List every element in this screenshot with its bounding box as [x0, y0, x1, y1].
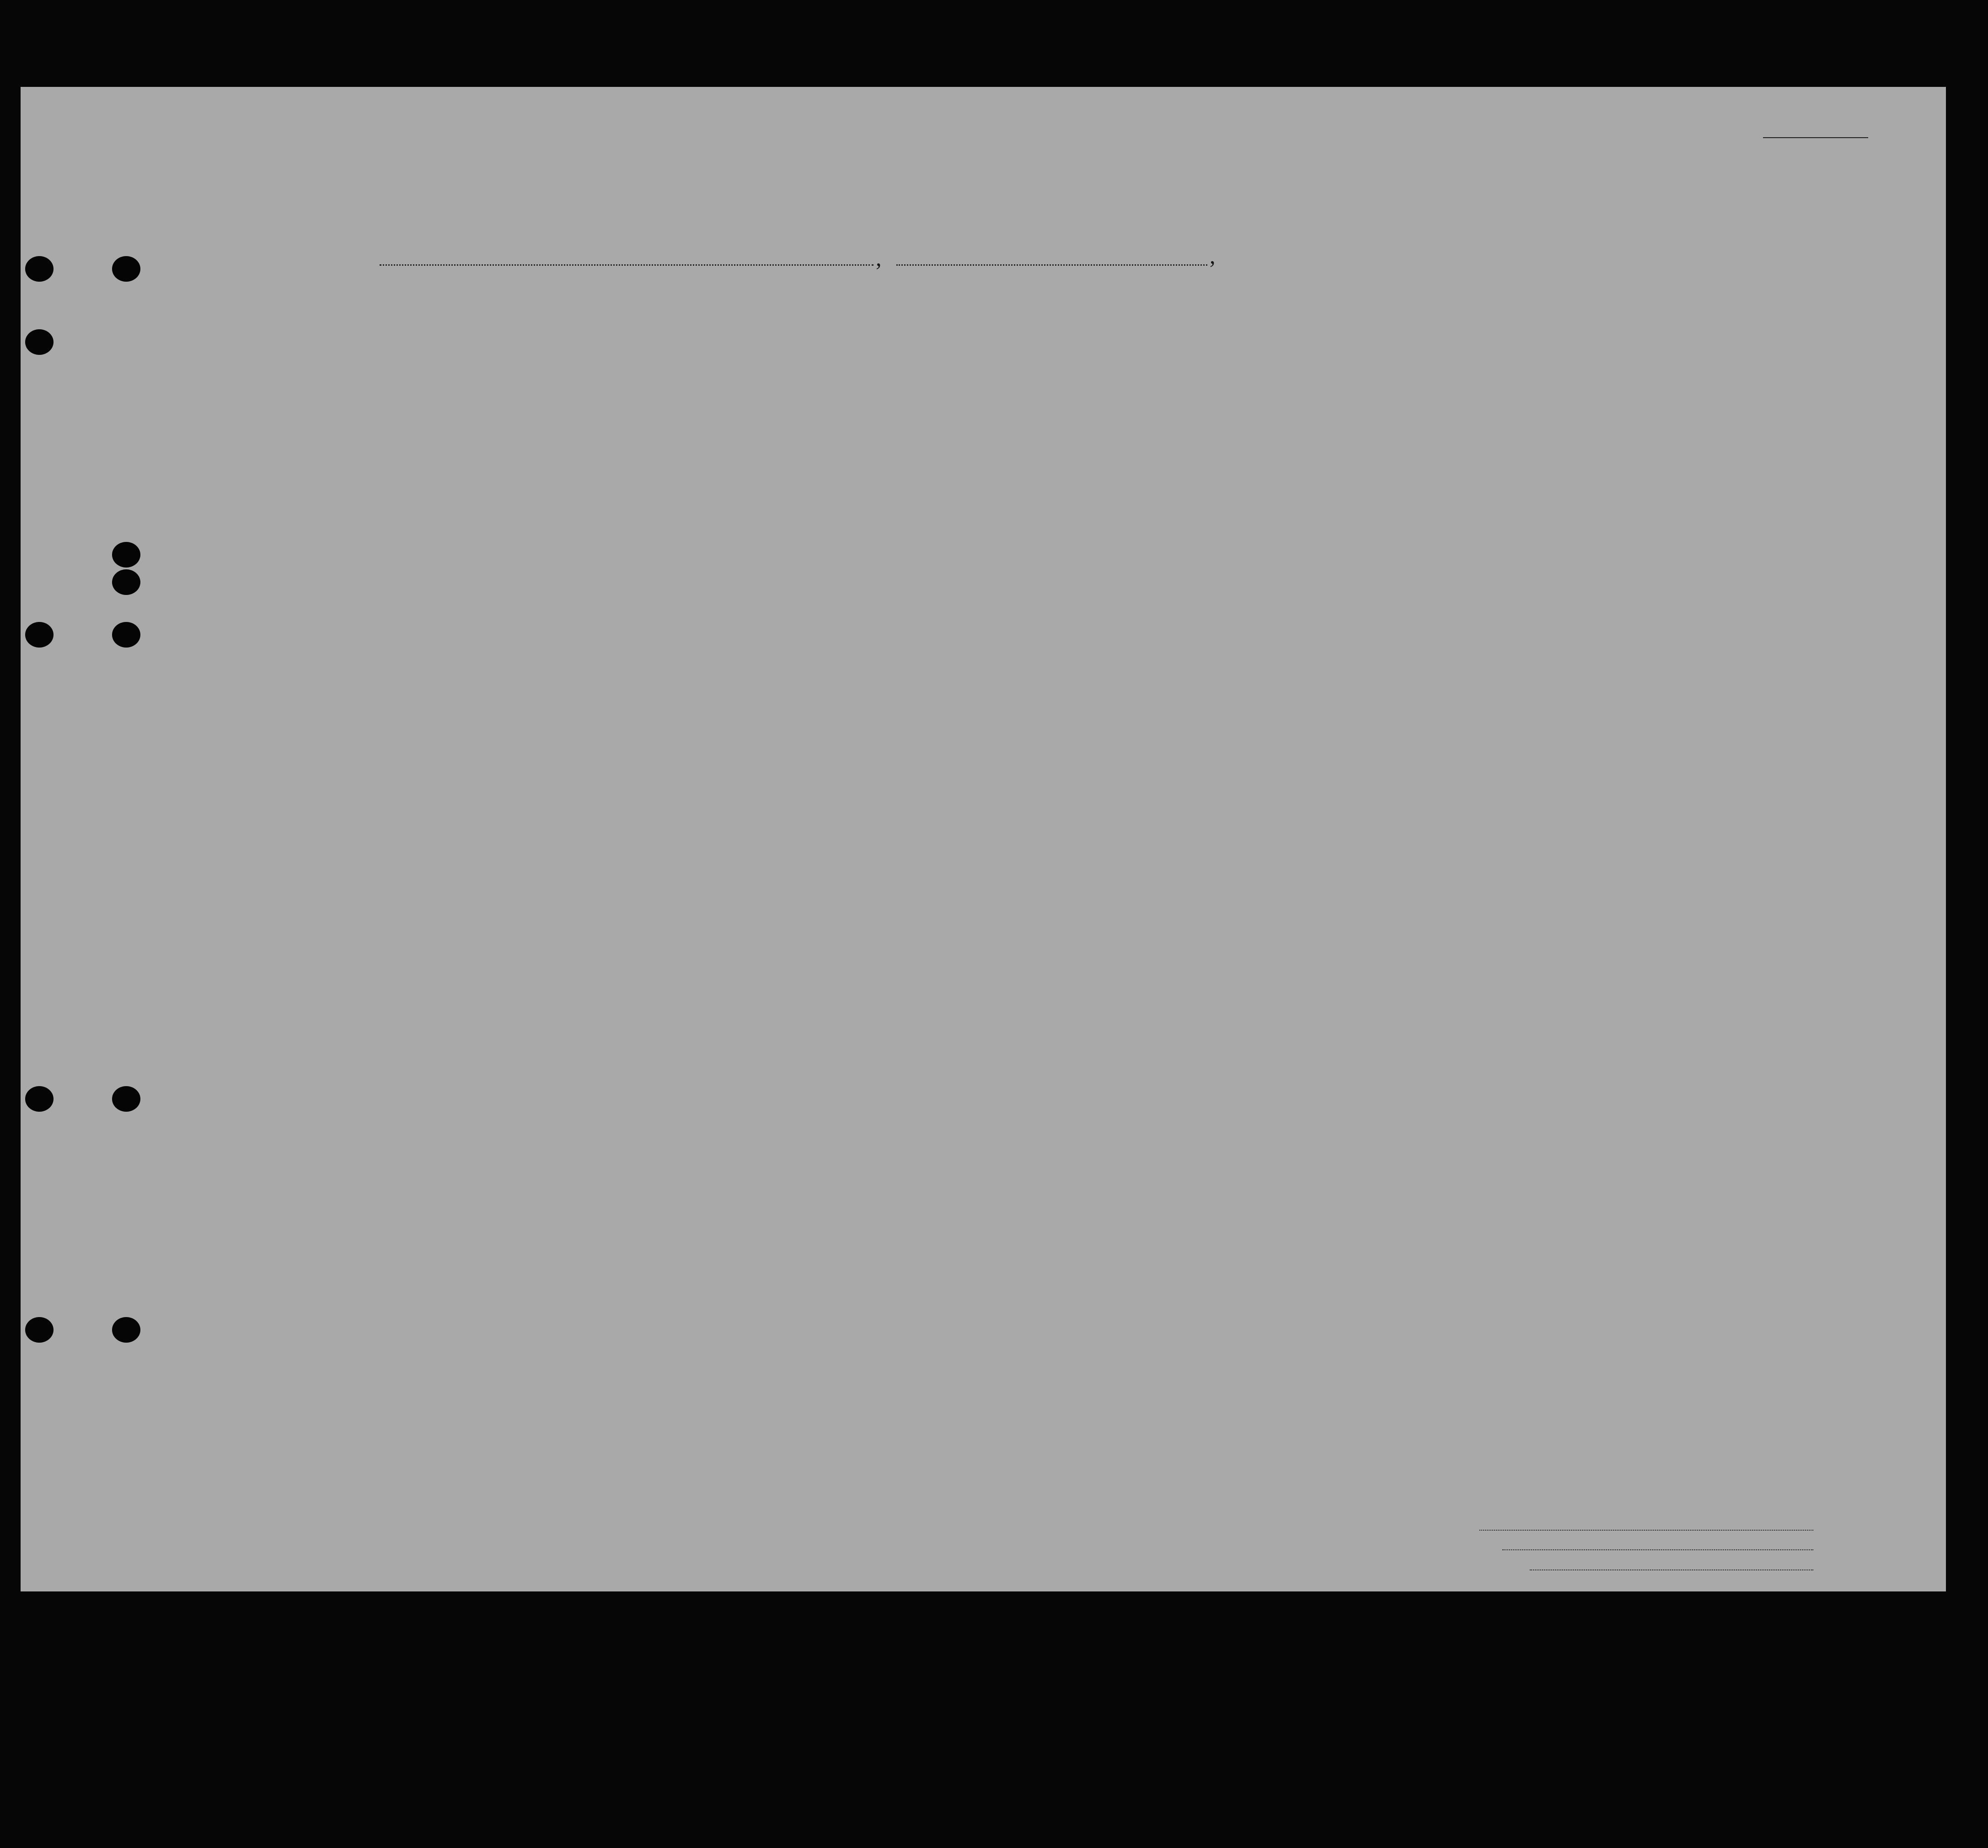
- header-question-28: [1386, 320, 1422, 430]
- header-prison: [1263, 320, 1295, 430]
- header-deported: [1492, 320, 1510, 430]
- header-labor-offer: [1427, 320, 1454, 430]
- header-excluded: [1463, 320, 1482, 430]
